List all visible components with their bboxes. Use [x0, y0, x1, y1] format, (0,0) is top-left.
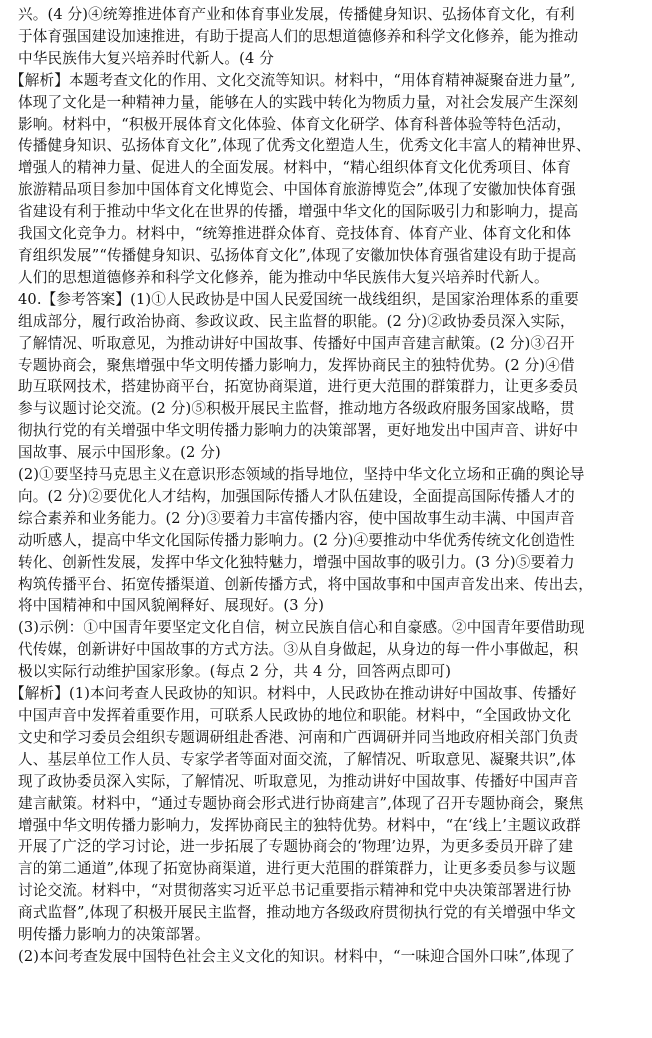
text-line: 传播健身知识、弘扬体育文化”,体现了优秀文化塑造人生，优秀文化丰富人的精神世界、 — [18, 137, 591, 155]
text-line: (2)①要坚持马克思主义在意识形态领域的指导地位，坚持中华文化立场和正确的舆论导 — [18, 466, 585, 484]
text-line: 增强人的精神力量、促进人的全面发展。材料中，“精心组织体育文化优秀项目、体育 — [18, 159, 572, 177]
text-line: 讨论交流。材料中，“对贯彻落实习近平总书记重要指示精神和党中央决策部署进行协 — [18, 882, 572, 900]
text-line: 增强中华文明传播力影响力，发挥协商民主的独特优势。材料中，“在‘线上’主题议政群 — [18, 816, 581, 834]
text-line: 将中国精神和中国风貌阐释好、展现好。(3 分) — [18, 597, 325, 615]
text-line: 旅游精品项目参加中国体育文化博览会、中国体育旅游博览会”,体现了安徽加快体育强 — [18, 181, 576, 199]
text-line: 【解析】(1)本问考查人民政协的知识。材料中，人民政协在推动讲好中国故事、传播好 — [10, 685, 577, 703]
text-line: 现了政协委员深入实际，了解情况、听取意见，为推动讲好中国故事、传播好中国声音 — [18, 772, 579, 790]
text-line: 了解情况、听取意见，为推动讲好中国故事、传播好中国声音建言献策。(2 分)③召开 — [18, 334, 575, 352]
text-line: 中国声音中发挥着重要作用，可联系人民政协的地位和职能。材料中，“全国政协文化 — [18, 707, 572, 724]
text-line: 影响。材料中，“积极开展体育文化体验、体育文化研学、体育科普体验等特色活动， — [18, 115, 572, 133]
text-line: 转化、创新性发展，发挥中华文化独特魅力，增强中国故事的吸引力。(3 分)⑤要着力 — [18, 553, 575, 571]
text-line: 省建设有利于推动中华文化在世界的传播，增强中华文化的国际吸引力和影响力，提高 — [18, 203, 579, 221]
text-line: (3)示例：①中国青年要坚定文化自信，树立民族自信心和自豪感。②中国青年要借助现 — [18, 619, 585, 637]
text-line: 代传媒，创新讲好中国故事的方式方法。③从自身做起，从身边的每一件小事做起，积 — [18, 641, 579, 659]
text-line: 向。(2 分)②要优化人才结构，加强国际传播人才队伍建设，全面提高国际传播人才的 — [18, 487, 575, 505]
text-line: 参与议题讨论交流。(2 分)⑤积极开展民主监督，推动地方各级政府服务国家战略，贯 — [18, 400, 575, 418]
text-line: 体现了文化是一种精神力量，能够在人的实践中转化为物质力量，对社会发展产生深刻 — [18, 93, 579, 111]
text-line: 开展了广泛的学习讨论，进一步拓展了专题协商会的‘物理’边界，为更多委员开辟了建 — [18, 838, 574, 856]
answer-text-block — [10, 4, 642, 968]
text-line: 建言献策。材料中，“通过专题协商会形式进行协商建言”,体现了召开专题协商会，聚焦 — [18, 794, 584, 812]
text-line: 兴。(4 分)④统筹推进体育产业和体育事业发展，传播健身知识、弘扬体育文化，有利 — [18, 6, 575, 23]
text-line: 综合素养和业务能力。(2 分)③要着力丰富传播内容，使中国故事生动丰满、中国声音 — [18, 509, 575, 527]
text-line: 【解析】本题考查文化的作用、文化交流等知识。材料中，“用体育精神凝聚奋进力量”, — [10, 71, 576, 89]
text-line: 明传播力影响力的决策部署。 — [18, 926, 210, 944]
text-line: 专题协商会，聚焦增强中华文明传播力影响力，发挥协商民主的独特优势。(2 分)④借 — [18, 356, 575, 374]
text-line: 组成部分，履行政治协商、参政议政、民主监督的职能。(2 分)②政协委员深入实际， — [18, 312, 575, 330]
text-line: 中华民族伟大复兴培养时代新人。(4 分 — [18, 49, 274, 67]
text-line: 于体育强国建设加速推进，有助于提高人们的思想道德修养和科学文化修养，能为推动 — [18, 27, 579, 45]
text-line: (2)本问考查发展中国特色社会主义文化的知识。材料中，“一味迎合国外口味”,体现了 — [18, 947, 576, 965]
text-line: 40.【参考答案】(1)①人民政协是中国人民爱国统一战线组织，是国家治理体系的重要 — [18, 290, 579, 308]
text-line: 人们的思想道德修养和科学文化修养，能为推动中华民族伟大复兴培养时代新人。 — [18, 268, 549, 286]
text-line: 构筑传播平台、拓宽传播渠道、创新传播方式，将中国故事和中国声音发出来、传出去， — [18, 575, 594, 593]
text-line: 人、基层单位工作人员、专家学者等面对面交流，了解情况、听取意见、凝聚共识”,体 — [18, 750, 576, 768]
text-line: 动听感人，提高中华文化国际传播力影响力。(2 分)④要推动中华优秀传统文化创造性 — [18, 531, 575, 549]
text-line: 商式监督”,体现了积极开展民主监督，推动地方各级政府贯彻执行党的有关增强中华文 — [18, 904, 576, 922]
text-line: 育组织发展”“传播健身知识、弘扬体育文化”,体现了安徽加快体育强省建设有助于提高 — [18, 246, 577, 264]
text-line: 国故事、展示中国形象。(2 分) — [18, 444, 221, 462]
text-line: 文史和学习委员会组织专题调研组赴香港、河南和广西调研并同当地政府相关部门负责 — [18, 728, 579, 746]
text-line: 助互联网技术，搭建协商平台，拓宽协商渠道，进行更大范围的群策群力，让更多委员 — [18, 378, 579, 396]
text-line: 我国文化竞争力。材料中，“统筹推进群众体育、竞技体育、体育产业、体育文化和体 — [18, 225, 572, 243]
text-line: 极以实际行动维护国家形象。(每点 2 分，共 4 分，回答两点即可) — [18, 663, 452, 681]
text-line: 言的第二通道”,体现了拓宽协商渠道，进行更大范围的群策群力，让更多委员参与议题 — [18, 860, 576, 878]
text-line: 彻执行党的有关增强中华文明传播力影响力的决策部署，更好地发出中国声音、讲好中 — [18, 422, 579, 440]
